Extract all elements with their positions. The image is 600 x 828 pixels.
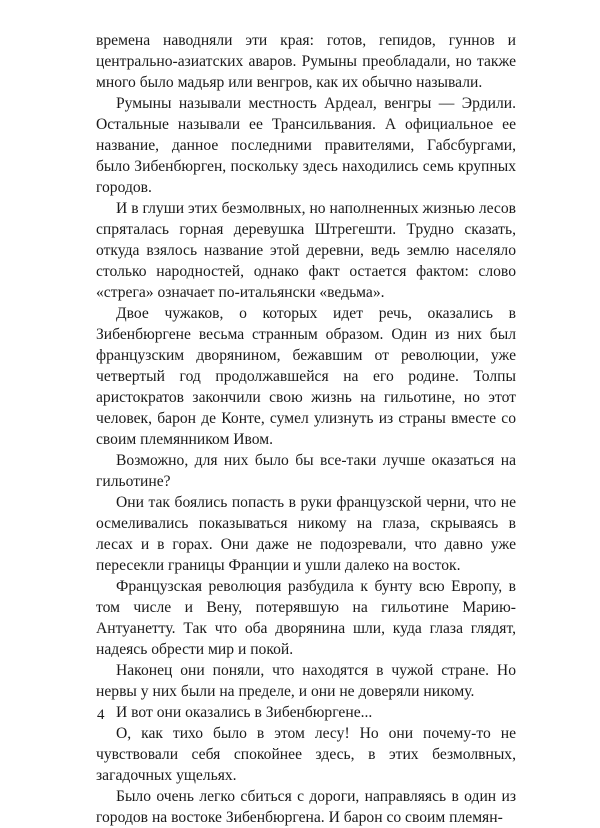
paragraph-10: О, как тихо было в этом лесу! Но они почему-то не чувствовали себя спокойнее здесь, в этих безмолвных, загадочных ущельях.	[96, 725, 516, 784]
paragraph-1: времена наводняли эти края: готов, гепидов, гуннов и центрально-азиатских аваров. Румыны преобладали, но также много было мадьяр или венгров, как их обычно называли.	[96, 32, 516, 91]
page-number: 4	[97, 707, 105, 723]
paragraph-8: Наконец они поняли, что находятся в чужой стране. Но нервы у них были на пределе, и они не доверяли никому.	[96, 662, 516, 700]
paragraph-4: Двое чужаков, о которых идет речь, оказались в Зибенбюргене весьма странным образом. Один из них был французским дворянином, бежавшим от революции, уже четвертый год продолжавшейся на его родине. Толпы аристократов закончили свою жизнь на гильотине, но этот человек, барон де Конте, сумел улизнуть из страны вместе со своим племянником Ивом.	[96, 305, 516, 448]
paragraph-6: Они так боялись попасть в руки французской черни, что не осмеливались показываться никому на глаза, скрываясь в лесах и в горах. Они даже не подозревали, что давно уже пересекли границы Франции и ушли далеко на восток.	[96, 494, 516, 574]
paragraph-3: И в глуши этих безмолвных, но наполненных жизнью лесов спряталась горная деревушка Штрегешти. Трудно сказать, откуда взялось название этой деревни, ведь землю населяло столько народностей, однако факт остается фактом: слово «стрега» означает по-итальянски «ведьма».	[96, 200, 516, 301]
paragraph-9: И вот они оказались в Зибенбюргене...	[116, 704, 373, 721]
body-text	[96, 30, 516, 828]
paragraph-2: Румыны называли местность Ардеал, венгры — Эрдили. Остальные называли ее Трансильвания. А официальное ее название, данное последними правителями, Габсбургами, было Зибенбюрген, поскольку здесь находились семь крупных городов.	[96, 95, 516, 196]
paragraph-7: Французская революция разбудила к бунту всю Европу, в том числе и Вену, потерявшую на гильотине Марию-Антуанетту. Так что оба дворянина шли, куда глаза глядят, надеясь обрести мир и покой.	[96, 578, 516, 658]
paragraph-5: Возможно, для них было бы все-таки лучше оказаться на гильотине?	[96, 452, 516, 490]
paragraph-11: Было очень легко сбиться с дороги, направляясь в один из городов на востоке Зибенбюргена. И барон со своим племян-	[96, 788, 516, 826]
